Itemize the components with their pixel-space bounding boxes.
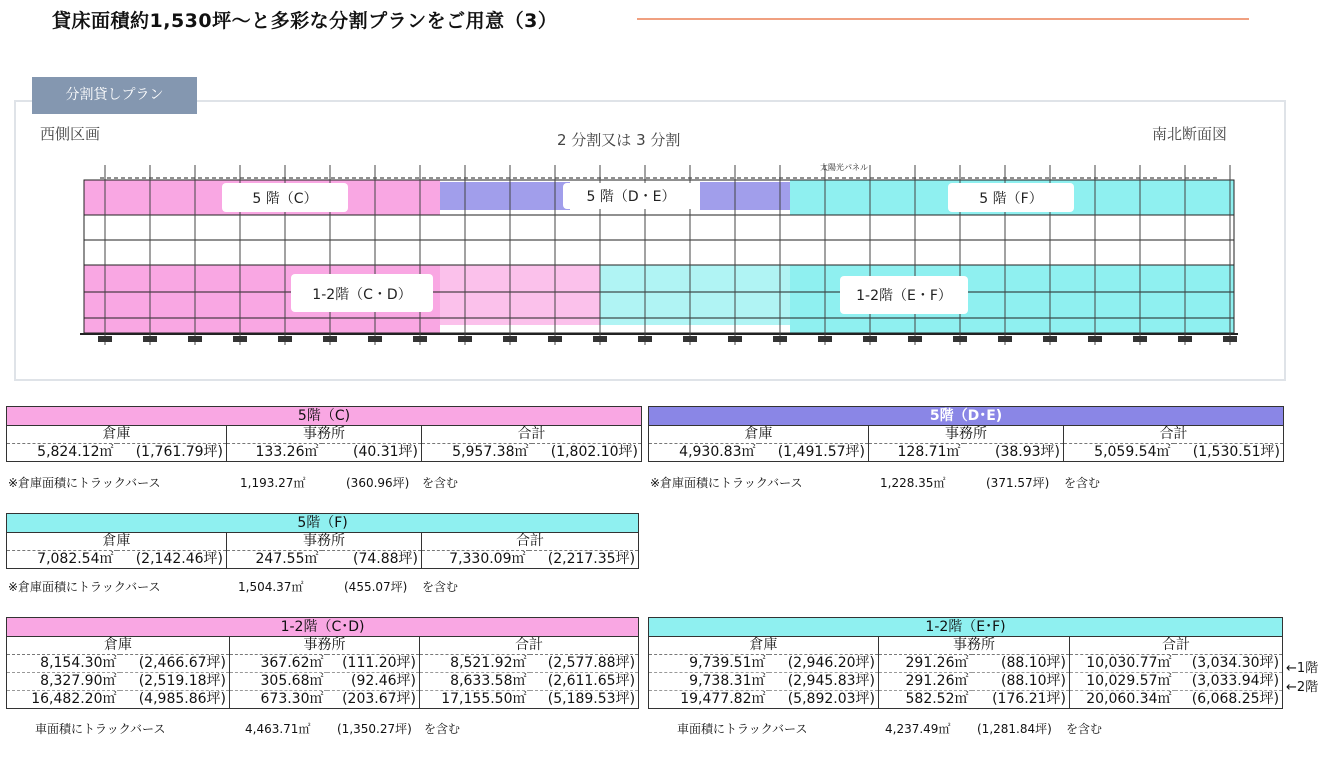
table-cell: 車面積にトラックバース <box>677 722 808 736</box>
table-cell: (2,577.88坪) <box>530 655 639 673</box>
table-cell: (1,530.51坪) <box>1174 444 1284 462</box>
table-cell: 5,957.38㎡ <box>422 444 532 462</box>
table-title: 5階（C) <box>7 407 642 426</box>
table-cell: 10,030.77㎡ <box>1070 655 1175 673</box>
table-cell: (1,281.84坪) <box>977 722 1052 736</box>
table-cell: 5,824.12㎡ <box>7 444 117 462</box>
footings <box>98 336 1237 342</box>
table-cell: 17,155.50㎡ <box>420 691 530 709</box>
table-cell: 倉庫 <box>7 637 230 655</box>
zone-de5-label: 5 階（D・E） <box>586 189 676 205</box>
col-total: 合計 <box>422 426 642 444</box>
table-cell: 19,477.82㎡ <box>649 691 769 709</box>
col-warehouse: 倉庫 <box>7 426 227 444</box>
table-cell: (203.67坪) <box>327 691 420 709</box>
table-cell: (2,946.20坪) <box>769 655 879 673</box>
table-cell: 合計 <box>1070 637 1283 655</box>
table-cell: 合計 <box>422 533 639 551</box>
table-5f-c <box>6 406 642 462</box>
table-row <box>649 444 1284 462</box>
table-cell: (88.10坪) <box>972 655 1070 673</box>
table-cell: 305.68㎡ <box>230 673 327 691</box>
table-cell: (92.46坪) <box>327 673 420 691</box>
table-cell: (2,611.65坪) <box>530 673 639 691</box>
table-cell: 673.30㎡ <box>230 691 327 709</box>
table-cell: 9,739.51㎡ <box>649 655 769 673</box>
table-cell: (38.93坪) <box>964 444 1064 462</box>
table-cell: 合計 <box>420 637 639 655</box>
table-row <box>649 691 1283 709</box>
plan-tag: 分割貸しプラン <box>32 77 197 114</box>
table-cell: 5,059.54㎡ <box>1064 444 1174 462</box>
table-cell: 8,327.90㎡ <box>7 673 120 691</box>
solar-panel-label: 太陽光パネル <box>820 163 868 172</box>
table-cell: (2,519.18坪) <box>120 673 230 691</box>
table-row <box>7 444 642 462</box>
table-cell: 倉庫 <box>649 426 869 444</box>
table-cell: 133.26㎡ <box>227 444 322 462</box>
table-cell: 4,930.83㎡ <box>649 444 759 462</box>
table-row <box>649 655 1283 673</box>
table-row <box>7 551 639 569</box>
table-title: 1-2階（C･D) <box>7 618 639 637</box>
table-row <box>7 673 639 691</box>
table-cell: (111.20坪) <box>327 655 420 673</box>
table-cell: (371.57坪) <box>986 476 1050 490</box>
table-cell: 事務所 <box>869 426 1064 444</box>
zone-5f-de-b <box>700 182 790 210</box>
table-cell: 1,193.27㎡ <box>240 476 306 490</box>
center-label: 2 分割又は 3 分割 <box>557 131 681 149</box>
table-cell: 128.71㎡ <box>869 444 964 462</box>
table-cell: 9,738.31㎡ <box>649 673 769 691</box>
zone-c5-label: 5 階（C） <box>252 191 318 207</box>
west-label: 西側区画 <box>40 125 101 143</box>
table-row <box>7 691 639 709</box>
floor2-marker: ←2階 <box>1286 680 1319 695</box>
zone-5f-de-a <box>440 182 570 210</box>
table-cell: を含む <box>1066 722 1103 736</box>
table-cell: (40.31坪) <box>322 444 422 462</box>
table-cell: 8,154.30㎡ <box>7 655 120 673</box>
page-title: 貸床面積約1,530坪〜と多彩な分割プランをご用意（3） <box>52 10 558 32</box>
floor1-marker: ←1階 <box>1286 661 1319 676</box>
table-title: 5階（F) <box>7 514 639 533</box>
table-cell: (3,033.94坪) <box>1175 673 1283 691</box>
table-cell: 10,029.57㎡ <box>1070 673 1175 691</box>
table-cell: (74.88坪) <box>322 551 422 569</box>
table-cell: 291.26㎡ <box>879 655 972 673</box>
table-cell: ※倉庫面積にトラックバース <box>650 476 803 490</box>
table-cell: (4,985.86坪) <box>120 691 230 709</box>
table-cell: 291.26㎡ <box>879 673 972 691</box>
table-cell: 8,633.58㎡ <box>420 673 530 691</box>
zone-12f-cd-b <box>440 265 600 325</box>
table-cell: 事務所 <box>879 637 1070 655</box>
table-cell: (1,802.10坪) <box>532 444 642 462</box>
table-row <box>7 655 639 673</box>
table-cell: 車面積にトラックバース <box>35 722 166 736</box>
col-office: 事務所 <box>227 426 422 444</box>
table-cell: (88.10坪) <box>972 673 1070 691</box>
table-cell: (2,142.46坪) <box>117 551 227 569</box>
table-cell: 事務所 <box>227 533 422 551</box>
table-cell: 倉庫 <box>649 637 879 655</box>
table-cell: 7,330.09㎡ <box>422 551 529 569</box>
table-12f-cd <box>6 617 639 709</box>
zone-ef12-label: 1-2階（E・F） <box>856 288 952 304</box>
table-cell: 1,504.37㎡ <box>238 580 304 594</box>
table-cell: 合計 <box>1064 426 1284 444</box>
table-5f-de <box>648 406 1284 462</box>
table-cell: (2,945.83坪) <box>769 673 879 691</box>
table-cell: (1,350.27坪) <box>337 722 412 736</box>
table-cell: 事務所 <box>230 637 420 655</box>
table-cell: 1,228.35㎡ <box>880 476 946 490</box>
table-cell: (2,217.35坪) <box>529 551 639 569</box>
table-cell: 582.52㎡ <box>879 691 972 709</box>
table-cell: 20,060.34㎡ <box>1070 691 1175 709</box>
table-cell: 倉庫 <box>7 533 227 551</box>
table-cell: を含む <box>422 580 459 594</box>
zone-f5-label: 5 階（F） <box>979 191 1043 207</box>
table-5f-f <box>6 513 639 569</box>
table-cell: (455.07坪) <box>344 580 408 594</box>
zone-cd12-label: 1-2階（C・D） <box>312 287 412 303</box>
table-title: 1-2階（E･F) <box>649 618 1283 637</box>
table-cell: 4,463.71㎡ <box>245 722 311 736</box>
table-cell: 4,237.49㎡ <box>885 722 951 736</box>
zone-12f-ef-a <box>600 265 790 325</box>
table-cell: 16,482.20㎡ <box>7 691 120 709</box>
table-cell: を含む <box>424 722 461 736</box>
table-cell: (176.21坪) <box>972 691 1070 709</box>
table-cell: 7,082.54㎡ <box>7 551 117 569</box>
table-cell: 8,521.92㎡ <box>420 655 530 673</box>
table-cell: (5,892.03坪) <box>769 691 879 709</box>
table-cell: ※倉庫面積にトラックバース <box>8 476 161 490</box>
table-row <box>649 673 1283 691</box>
table-cell: (1,761.79坪) <box>117 444 227 462</box>
table-cell: 247.55㎡ <box>227 551 322 569</box>
table-cell: (2,466.67坪) <box>120 655 230 673</box>
table-cell: (1,491.57坪) <box>759 444 869 462</box>
table-cell: ※倉庫面積にトラックバース <box>8 580 161 594</box>
section-label: 南北断面図 <box>1152 125 1228 143</box>
table-cell: を含む <box>422 476 459 490</box>
table-cell: 367.62㎡ <box>230 655 327 673</box>
table-cell: を含む <box>1064 476 1101 490</box>
table-cell: (5,189.53坪) <box>530 691 639 709</box>
table-12f-ef <box>648 617 1283 709</box>
table-cell: (6,068.25坪) <box>1175 691 1283 709</box>
table-cell: (3,034.30坪) <box>1175 655 1283 673</box>
table-title: 5階（D･E) <box>649 407 1284 426</box>
table-cell: (360.96坪) <box>346 476 410 490</box>
